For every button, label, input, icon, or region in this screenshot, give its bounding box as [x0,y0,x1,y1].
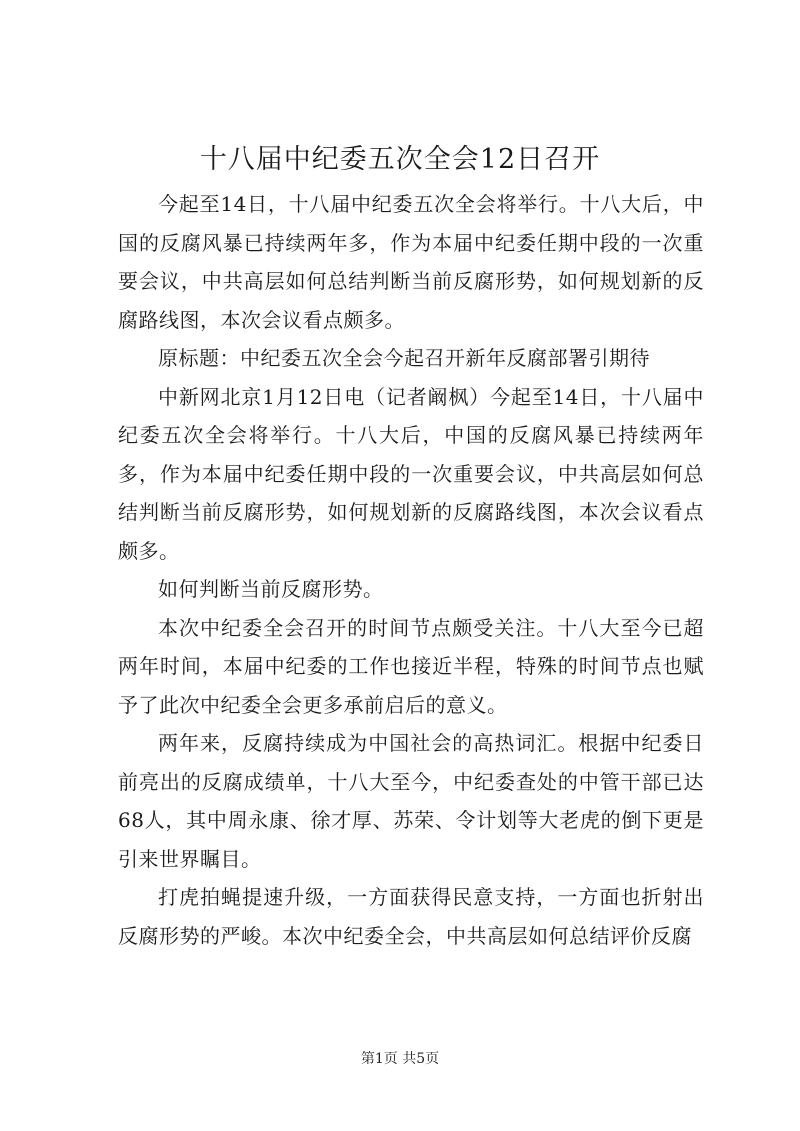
document-title: 十八届中纪委五次全会12日召开 [199,144,601,175]
paragraph: 中新网北京1月12日电（记者阚枫）今起至14日，十八届中纪委五次全会将举行。十八大后，中国的反腐风暴已持续两年多，作为本届中纪委任期中段的一次重要会议，中共高层如何总结判断当前反腐形势，如何规划新的反腐路线图，本次会议看点颇多。 [118,384,704,563]
paragraph: 原标题：中纪委五次全会今起召开新年反腐部署引期待 [158,346,650,370]
paragraph: 今起至14日，十八届中纪委五次全会将举行。十八大后，中国的反腐风暴已持续两年多，作为本届中纪委任期中段的一次重要会议，中共高层如何总结判断当前反腐形势，如何规划新的反腐路线图，本次会议看点颇多。 [118,192,704,332]
document-body [118,185,704,955]
paragraph: 本次中纪委全会召开的时间节点颇受关注。十八大至今已超两年时间，本届中纪委的工作也接近半程，特殊的时间节点也赋予了此次中纪委全会更多承前启后的意义。 [118,615,704,717]
paragraph: 打虎拍蝇提速升级，一方面获得民意支持，一方面也折射出反腐形势的严峻。本次中纪委全会，中共高层如何总结评价反腐 [118,885,704,948]
paragraph: 如何判断当前反腐形势。 [158,577,384,601]
paragraph: 两年来，反腐持续成为中国社会的高热词汇。根据中纪委日前亮出的反腐成绩单，十八大至今，中纪委查处的中管干部已达68人，其中周永康、徐才厚、苏荣、令计划等大老虎的倒下更是引来世界瞩目。 [118,731,704,871]
page-footer: 第1页 共5页 [360,1051,440,1067]
